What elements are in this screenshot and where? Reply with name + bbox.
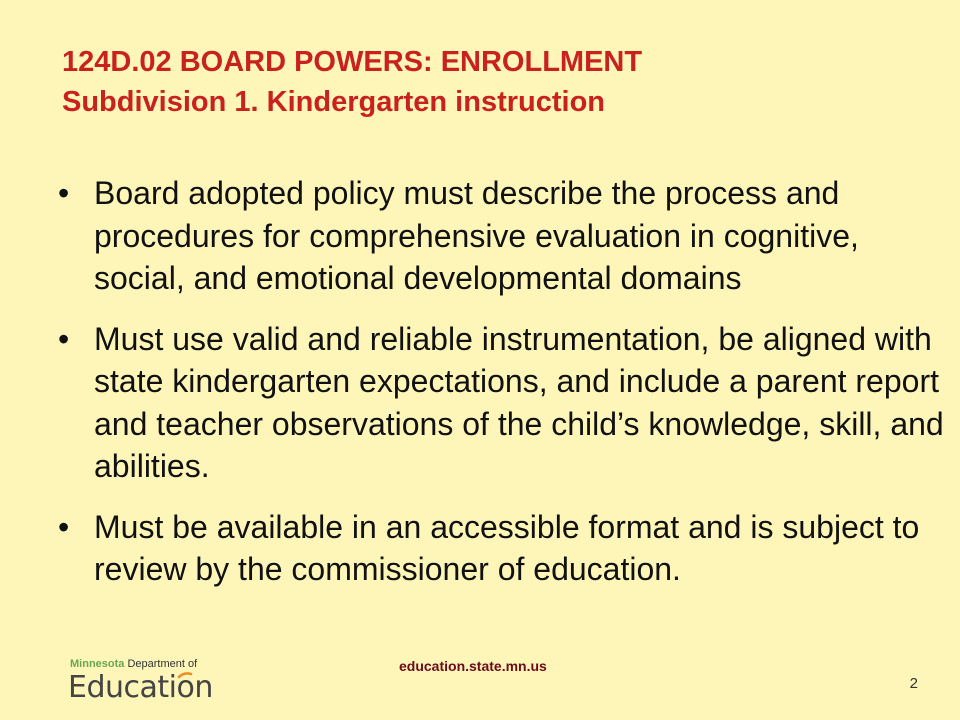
bullet-text: Board adopted policy must describe the process and procedures for comprehensive evaluation in cognitive, social, and emotional developmental domains [94,175,859,296]
title-line-1: 124D.02 BOARD POWERS: ENROLLMENT [62,46,643,78]
bullet-marker: • [58,320,70,357]
slide-title [62,42,922,122]
bullet-item [58,506,950,591]
page-number: 2 [909,675,918,692]
bullet-item [58,318,950,488]
title-line-2: Subdivision 1. Kindergarten instruction [62,86,605,118]
bullet-marker: • [58,508,70,545]
logo-education-word: Education [68,670,213,705]
bullet-text: Must use valid and reliable instrumentation, be aligned with state kindergarten expectations, and include a parent report and teacher observations of the child’s knowledge, skill, and abilities. [94,320,944,484]
footer-url[interactable]: education.state.mn.us [399,658,547,674]
logo-swoosh-icon [176,671,200,695]
bullet-text: Must be available in an accessible format and is subject to review by the commissioner of education. [94,508,920,587]
logo-state-name: Minnesota [70,658,125,670]
bullet-marker: • [58,175,70,211]
mde-logo [68,657,218,707]
bullet-list [58,172,950,609]
bullet-item [58,172,950,300]
logo-department-text: Department of [124,658,198,670]
